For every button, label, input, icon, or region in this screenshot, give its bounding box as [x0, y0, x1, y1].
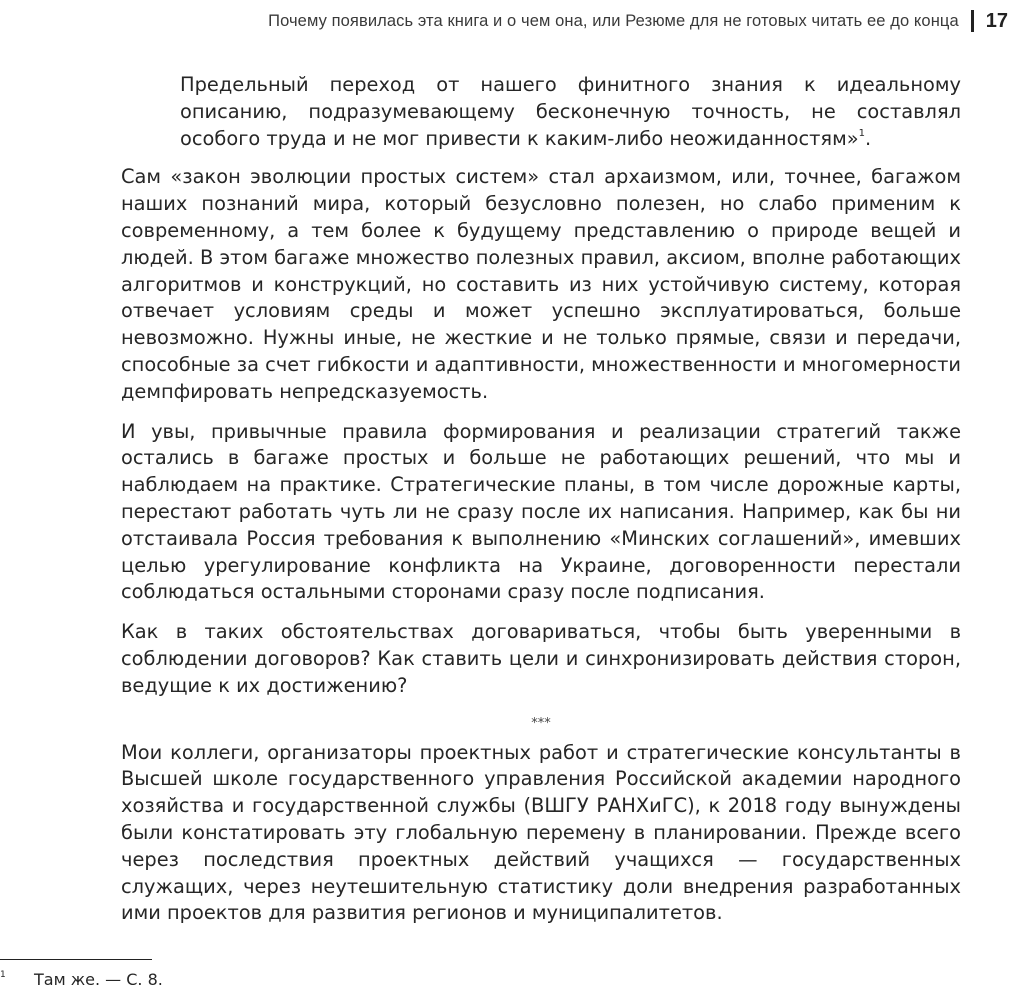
- quote-text: Предельный переход от нашего финитного знания к идеальному описанию, подразумевающему бесконечную точность, не составлял особого труда и не мог привести к каким-либо неожиданностям»: [180, 73, 961, 150]
- paragraph-2: И увы, привычные правила формирования и реализации стратегий также остались в багаже простых и больше не работающих решений, что мы и наблюдаем на практике. Стратегические планы, в том числе дорожные карты, перестают работать чуть ли не сразу после их написания. Например, как бы ни отстаивала Россия требования к выполнению «Минских соглашений», имевших целью урегулирование конфликта на Украине, договоренности перестали соблюдаться остальными сторонами сразу после подписания.: [121, 419, 961, 604]
- running-title: Почему появилась эта книга и о чем она, или Резюме для не готовых читать ее до конца: [268, 11, 959, 30]
- paragraph-4: Мои коллеги, организаторы проектных работ и стратегические консультанты в Высшей школе государственного управления Российской академии народного хозяйства и государственной службы (ВШГУ РАНХиГС), к 2018 году вынуждены были констатировать эту глобальную перемену в планировании. Прежде всего через последствия проектных действий учащихся — государственных служащих, через неутешительную статистику доли внедрения разработанных ими проектов для развития регионов и муниципалитетов.: [121, 740, 961, 925]
- footnote-reference[interactable]: 1: [858, 127, 865, 139]
- header-separator: [971, 10, 974, 32]
- paragraph-3: Как в таких обстоятельствах договариваться, чтобы быть уверенными в соблюдении договоров? Как ставить цели и синхронизировать действия сторон, ведущие к их достижению?: [121, 620, 961, 697]
- quote-paragraph: [180, 72, 961, 152]
- quote-end: .: [864, 126, 872, 150]
- section-separator: ***: [531, 715, 551, 731]
- running-header: [120, 6, 1008, 36]
- page-number: 17: [985, 9, 1008, 32]
- footnote-text: Там же. — С. 8.: [34, 970, 163, 989]
- footnote-marker: 1: [0, 970, 6, 980]
- footnote-rule: [0, 959, 152, 960]
- main-text: [121, 72, 961, 940]
- paragraph-1: Сам «закон эволюции простых систем» стал архаизмом, или, точнее, багажом наших познаний мира, который безусловно полезен, но слабо применим к современному, а тем более к будущему представлению о природе вещей и людей. В этом багаже множество полезных правил, аксиом, вполне работающих алгоритмов и конструкций, но составить из них устойчивую систему, которая отвечает условиям среды и может успешно эксплуатироваться, больше невозможно. Нужны иные, не жесткие и не только прямые, связи и передачи, способные за счет гибкости и адаптивности, множественности и многомерности демпфировать непредсказуемость.: [121, 165, 961, 403]
- footnote: [0, 964, 163, 991]
